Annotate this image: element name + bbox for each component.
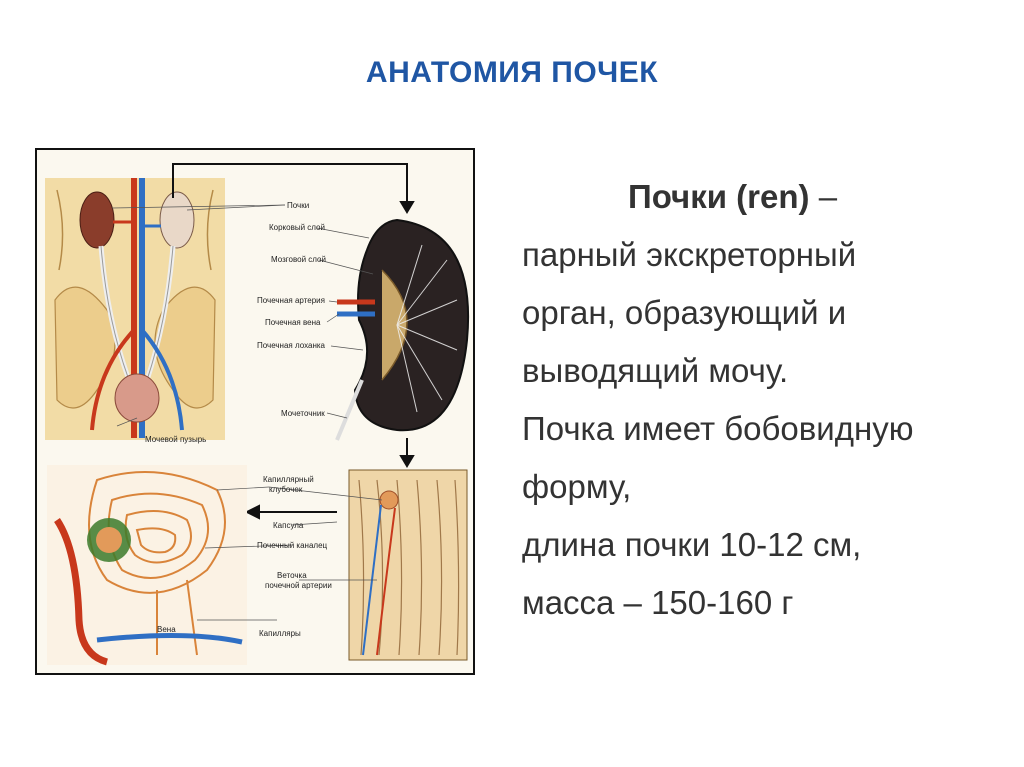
definition-line: парный экскреторный [522, 236, 857, 273]
definition-line: орган, образующий и [522, 294, 847, 331]
label-renal-vein: Почечная вена [265, 318, 321, 327]
label-branch-2: почечной артерии [265, 581, 332, 590]
definition-line: форму, [522, 468, 632, 505]
kidney-anatomy-figure [35, 148, 475, 675]
label-renal-pelvis: Почечная лоханка [257, 341, 325, 350]
nephron-panel [47, 465, 247, 665]
kidney-section-panel [337, 220, 468, 440]
label-medulla: Мозговой слой [271, 255, 326, 264]
label-renal-artery: Почечная артерия [257, 296, 325, 305]
label-capsule: Капсула [273, 521, 304, 530]
slide-title: АНАТОМИЯ ПОЧЕК [365, 56, 659, 89]
definition-line: выводящий мочу. [522, 352, 789, 389]
label-bladder: Мочевой пузырь [145, 435, 207, 444]
label-branch-1: Веточка [277, 571, 307, 580]
definition-dash: – [809, 178, 838, 215]
label-tubule: Почечный каналец [257, 541, 328, 550]
label-capillaries: Капилляры [259, 629, 301, 638]
label-glomerulus-1: Капиллярный [263, 475, 314, 484]
definition-line: масса – 150-160 г [522, 584, 794, 621]
label-vein: Вена [157, 625, 176, 634]
definition-line: длина почки 10-12 см, [522, 526, 862, 563]
definition-term: Почки (ren) [628, 178, 810, 215]
definition-heading [522, 168, 992, 226]
label-cortex: Корковый слой [269, 223, 325, 232]
label-ureter: Мочеточник [281, 409, 325, 418]
label-kidneys: Почки [287, 201, 310, 210]
definition-line: Почка имеет бобовидную [522, 410, 914, 447]
urinary-system-panel [45, 178, 225, 440]
kidney-illustration [37, 150, 473, 673]
label-glomerulus-2: клубочек [269, 485, 303, 494]
definition-text [522, 168, 992, 632]
